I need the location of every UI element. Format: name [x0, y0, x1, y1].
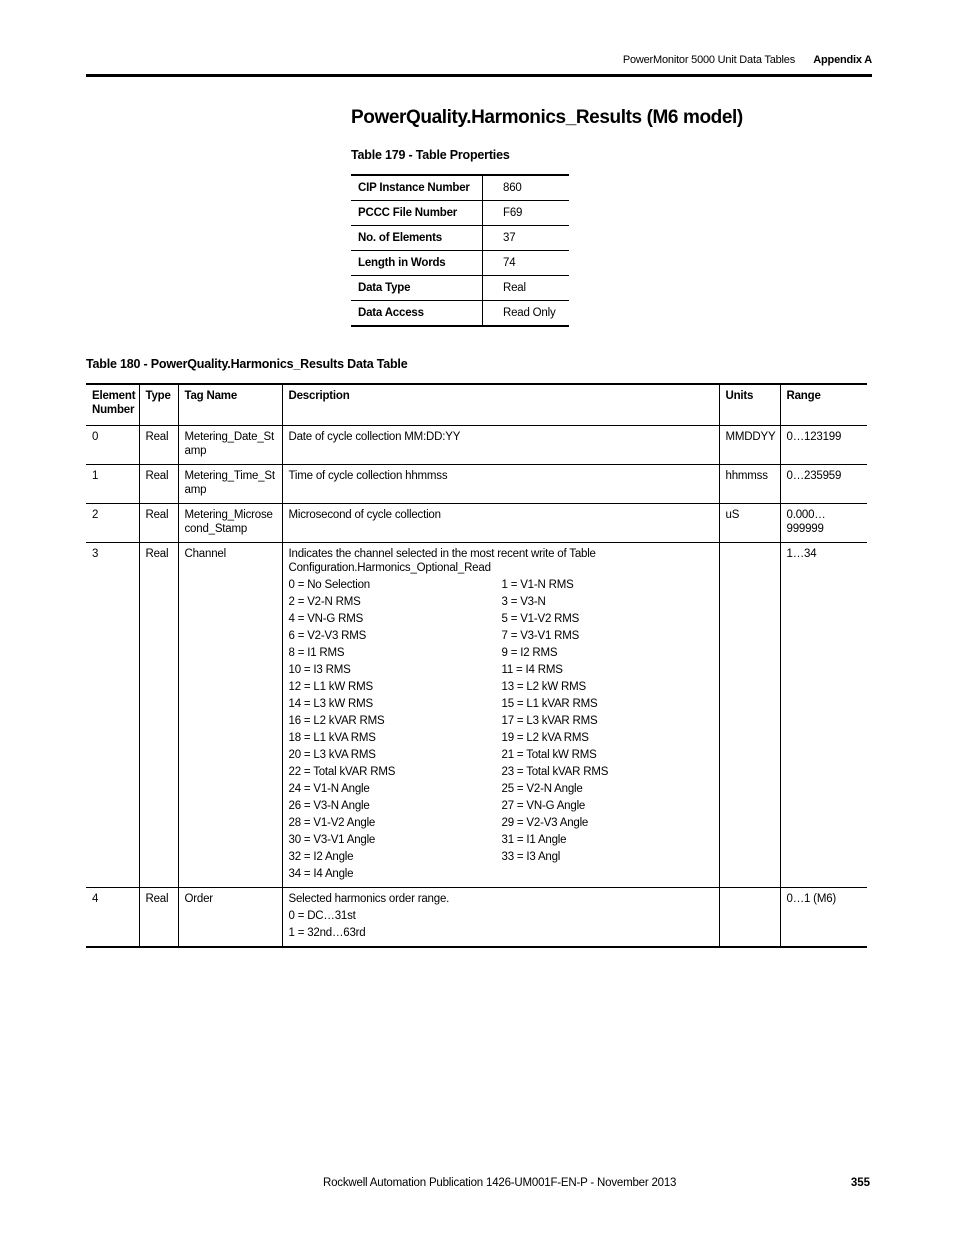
table-properties — [351, 174, 569, 327]
cell-tag-name: Channel — [178, 543, 282, 888]
page-header — [86, 0, 872, 77]
cell-range: 0.000…999999 — [780, 504, 867, 543]
cell-type: Real — [139, 426, 178, 465]
cell-type: Real — [139, 543, 178, 888]
property-key: Length in Words — [351, 251, 483, 276]
page-title: PowerQuality.Harmonics_Results (M6 model) — [351, 107, 743, 128]
table-179-caption: Table 179 - Table Properties — [351, 148, 510, 162]
channel-option: 27 = VN-G Angle — [501, 800, 586, 812]
channel-option: 12 = L1 kW RMS — [288, 681, 373, 693]
cell-element-number: 1 — [86, 465, 139, 504]
property-value: 37 — [483, 226, 570, 251]
channel-option: 29 = V2-V3 Angle — [501, 817, 589, 829]
table-row — [86, 504, 867, 543]
channel-option: 33 = I3 Angl — [501, 851, 561, 863]
channel-option: 21 = Total kW RMS — [501, 749, 597, 761]
property-row — [351, 226, 569, 251]
description-text: Date of cycle collection MM:DD:YY — [288, 431, 461, 443]
channel-option: 10 = I3 RMS — [288, 664, 351, 676]
cell-tag-name: Metering_Date_Stamp — [178, 426, 282, 465]
table-row — [86, 888, 867, 948]
channel-option: 11 = I4 RMS — [501, 664, 563, 676]
col-header-units: Units — [719, 384, 780, 426]
cell-description — [282, 543, 719, 888]
cell-tag-name: Order — [178, 888, 282, 948]
table-row — [86, 465, 867, 504]
col-header-tag-name: Tag Name — [178, 384, 282, 426]
property-key: CIP Instance Number — [351, 175, 483, 201]
description-text: Microsecond of cycle collection — [288, 509, 441, 521]
header-rule — [86, 74, 872, 77]
channel-options — [289, 578, 714, 881]
property-row — [351, 175, 569, 201]
channel-option: 15 = L1 kVAR RMS — [501, 698, 598, 710]
channel-option: 23 = Total kVAR RMS — [501, 766, 609, 778]
col-header-description: Description — [282, 384, 719, 426]
property-value: Read Only — [483, 301, 570, 327]
cell-range: 0…235959 — [780, 465, 867, 504]
property-key: Data Access — [351, 301, 483, 327]
property-row — [351, 201, 569, 226]
property-value: 860 — [483, 175, 570, 201]
cell-type: Real — [139, 465, 178, 504]
table-row — [86, 543, 867, 888]
property-value: Real — [483, 276, 570, 301]
channel-option: 1 = V1-N RMS — [501, 579, 574, 591]
cell-units — [719, 543, 780, 888]
channel-option: 34 = I4 Angle — [288, 868, 354, 880]
property-key: Data Type — [351, 276, 483, 301]
channel-option: 6 = V2-V3 RMS — [288, 630, 367, 642]
description-text: Selected harmonics order range. — [288, 893, 450, 905]
cell-range: 1…34 — [780, 543, 867, 888]
footer-publication: Rockwell Automation Publication 1426-UM001F-EN-P - November 2013 — [323, 1177, 677, 1189]
cell-units: uS — [719, 504, 780, 543]
harmonics-results-table — [86, 383, 867, 948]
description-text: Time of cycle collection hhmmss — [288, 470, 448, 482]
cell-description — [282, 504, 719, 543]
cell-description — [282, 465, 719, 504]
order-options — [289, 909, 714, 940]
cell-description — [282, 888, 719, 948]
cell-units — [719, 888, 780, 948]
cell-units: hhmmss — [719, 465, 780, 504]
channel-option: 13 = L2 kW RMS — [501, 681, 586, 693]
order-option: 0 = DC…31st — [288, 910, 356, 922]
cell-element-number: 4 — [86, 888, 139, 948]
channel-option: 25 = V2-N Angle — [501, 783, 583, 795]
cell-type: Real — [139, 888, 178, 948]
header-appendix: Appendix A — [813, 54, 872, 66]
channel-option: 30 = V3-V1 Angle — [288, 834, 376, 846]
channel-option: 2 = V2-N RMS — [288, 596, 361, 608]
channel-option: 3 = V3-N — [501, 596, 546, 608]
channel-option: 18 = L1 kVA RMS — [288, 732, 376, 744]
channel-option: 0 = No Selection — [288, 579, 371, 591]
col-header-type: Type — [139, 384, 178, 426]
order-option: 1 = 32nd…63rd — [288, 927, 366, 939]
cell-element-number: 2 — [86, 504, 139, 543]
property-key: No. of Elements — [351, 226, 483, 251]
channel-option: 24 = V1-N Angle — [288, 783, 370, 795]
footer-page-number: 355 — [850, 1177, 870, 1189]
channel-option: 8 = I1 RMS — [288, 647, 345, 659]
cell-range: 0…123199 — [780, 426, 867, 465]
channel-option: 5 = V1-V2 RMS — [501, 613, 580, 625]
channel-option: 16 = L2 kVAR RMS — [288, 715, 385, 727]
channel-option: 20 = L3 kVA RMS — [288, 749, 376, 761]
channel-option: 19 = L2 kVA RMS — [501, 732, 589, 744]
property-row — [351, 251, 569, 276]
channel-option: 4 = VN-G RMS — [288, 613, 364, 625]
cell-range: 0…1 (M6) — [780, 888, 867, 948]
table-row — [86, 426, 867, 465]
table-header-row — [86, 384, 867, 426]
col-header-range: Range — [780, 384, 867, 426]
cell-tag-name: Metering_Time_Stamp — [178, 465, 282, 504]
channel-option: 9 = I2 RMS — [501, 647, 558, 659]
channel-option: 7 = V3-V1 RMS — [501, 630, 580, 642]
channel-option: 22 = Total kVAR RMS — [288, 766, 396, 778]
cell-tag-name: Metering_Microsecond_Stamp — [178, 504, 282, 543]
col-header-element-number: Element Number — [86, 384, 139, 426]
property-row — [351, 301, 569, 327]
cell-type: Real — [139, 504, 178, 543]
property-row — [351, 276, 569, 301]
description-text: Indicates the channel selected in the most recent write of Table Configuration.Harmonics_Optional_Read — [288, 548, 596, 574]
cell-element-number: 0 — [86, 426, 139, 465]
cell-element-number: 3 — [86, 543, 139, 888]
channel-option: 26 = V3-N Angle — [288, 800, 370, 812]
cell-description — [282, 426, 719, 465]
property-value: 74 — [483, 251, 570, 276]
channel-option: 14 = L3 kW RMS — [288, 698, 373, 710]
property-value: F69 — [483, 201, 570, 226]
channel-option: 32 = I2 Angle — [288, 851, 354, 863]
channel-option: 17 = L3 kVAR RMS — [501, 715, 598, 727]
table-180-caption: Table 180 - PowerQuality.Harmonics_Results Data Table — [86, 357, 408, 371]
cell-units: MMDDYY — [719, 426, 780, 465]
channel-option: 28 = V1-V2 Angle — [288, 817, 376, 829]
property-key: PCCC File Number — [351, 201, 483, 226]
header-doc-title: PowerMonitor 5000 Unit Data Tables — [622, 54, 795, 66]
channel-option: 31 = I1 Angle — [501, 834, 567, 846]
